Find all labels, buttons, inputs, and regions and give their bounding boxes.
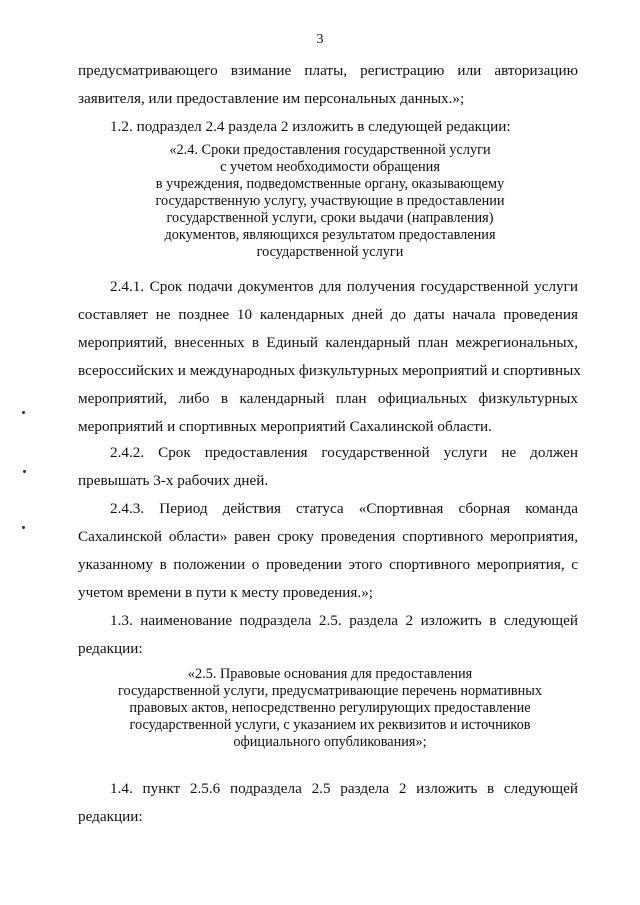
heading-line: государственной услуги, с указанием их реквизитов и источников [129, 717, 531, 733]
heading-line: документов, являющихся результатом предоставления [164, 227, 496, 243]
text-line: заявителя, или предоставление им персональных данных.»; [78, 90, 465, 107]
text-line: 2.4.1. Срок подачи документов для получения государственной услуги [110, 278, 578, 295]
text-line: 2.4.2. Срок предоставления государственной услуги не должен [110, 444, 578, 461]
heading-line: правовых актов, непосредственно регулирующих предоставление [129, 700, 531, 716]
text-line: Сахалинской области» равен сроку проведения спортивного мероприятия, [78, 528, 578, 545]
text-line: редакции: [78, 808, 143, 825]
heading-line: государственной услуги, предусматривающие перечень нормативных [117, 683, 543, 699]
text-line: мероприятий, внесенных в Единый календарный план межрегиональных, [78, 334, 578, 351]
text-line: учетом времени в пути к месту проведения.»; [78, 584, 374, 601]
heading-line: официального опубликования»; [233, 734, 427, 750]
heading-line: государственной услуги, сроки выдачи (направления) [166, 210, 494, 226]
text-line: 1.4. пункт 2.5.6 подраздела 2.5 раздела 2 изложить в следующей [110, 780, 578, 797]
text-line: составляет не позднее 10 календарных дней до даты начала проведения [78, 306, 578, 323]
scan-speck [22, 526, 25, 529]
heading-line: в учреждения, подведомственные органу, оказывающему [155, 176, 505, 192]
page-number: 3 [316, 32, 324, 47]
text-line: 2.4.3. Период действия статуса «Спортивная сборная команда [110, 500, 578, 517]
text-line: мероприятий, либо в календарный план официальных физкультурных [78, 390, 578, 407]
text-line: превышать 3-х рабочих дней. [78, 472, 269, 489]
scan-speck [23, 470, 26, 473]
heading-line: государственную услугу, участвующие в предоставлении [155, 193, 505, 209]
text-line: 1.3. наименование подраздела 2.5. раздела 2 изложить в следующей [110, 612, 578, 629]
scan-speck [22, 411, 25, 414]
heading-line: «2.5. Правовые основания для предоставления [187, 666, 473, 682]
text-line: всероссийских и международных физкультурных мероприятий и спортивных [78, 362, 581, 379]
text-line: 1.2. подраздел 2.4 раздела 2 изложить в следующей редакции: [110, 118, 511, 135]
text-line: указанному в положении о проведении этого спортивного мероприятия, с [78, 556, 578, 573]
text-line: редакции: [78, 640, 143, 657]
text-line: предусматривающего взимание платы, регистрацию или авторизацию [78, 62, 578, 79]
heading-line: «2.4. Сроки предоставления государственной услуги [169, 142, 491, 158]
heading-line: государственной услуги [256, 244, 404, 260]
text-line: мероприятий и спортивных мероприятий Сахалинской области. [78, 418, 492, 435]
heading-line: с учетом необходимости обращения [220, 159, 440, 175]
